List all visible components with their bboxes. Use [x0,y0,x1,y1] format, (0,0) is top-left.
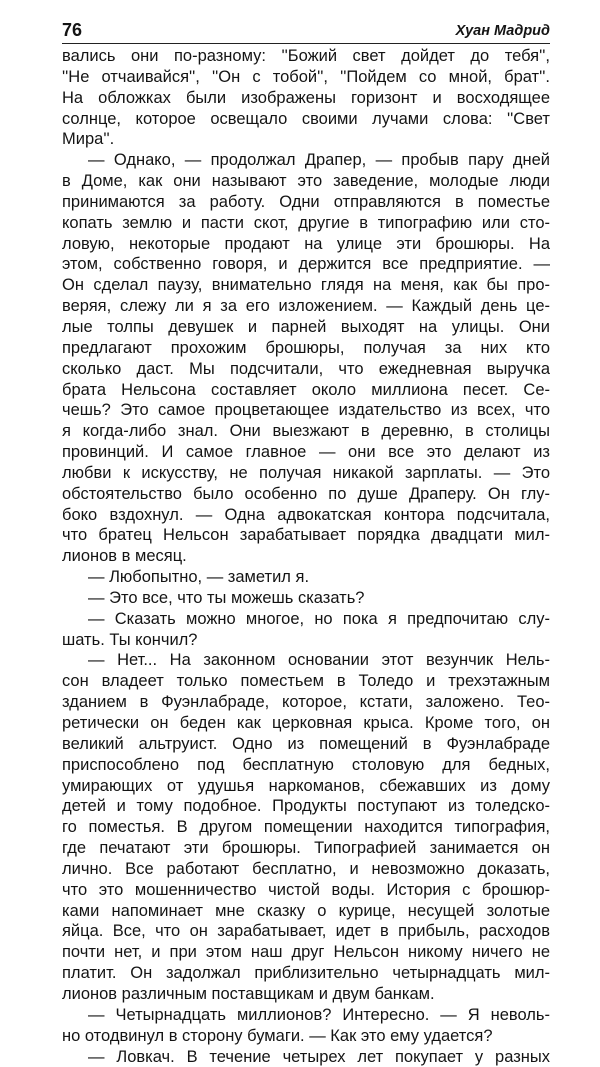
text-line: обстоятельство было особенно по душе Драперу. Он глу- [62,484,550,505]
text-line: — Нет... На законном основании этот везунчик Нель- [62,650,550,671]
text-line: — Любопытно, — заметил я. [62,567,550,588]
text-line: я когда-либо знал. Они выезжают в деревню, в столицы [62,421,550,442]
text-line: сон владеет только поместьем в Толедо и трехэтажным [62,671,550,692]
page-number: 76 [62,18,82,42]
text-line: приспособлено под бесплатную столовую для бедных, [62,755,550,776]
text-line: в Доме, как они называют это заведение, молодые люди [62,171,550,192]
text-line: брата Нельсона составляет около миллиона песет. Се- [62,380,550,401]
text-line: что это мошенничество чистой воды. История с брошюр- [62,880,550,901]
text-line: яйца. Все, что он зарабатывает, идет в прибыль, расходов [62,921,550,942]
text-line: солнце, которое освещало своими лучами слова: ''Свет [62,109,550,130]
page-header [62,18,550,42]
text-line: — Четырнадцать миллионов? Интересно. — Я неволь- [62,1005,550,1026]
text-line: вались они по-разному: ''Божий свет дойдет до тебя'', [62,46,550,67]
text-line: лые толпы девушек и парней выходят на улицы. Они [62,317,550,338]
text-line: ''Не отчаивайся'', ''Он с тобой'', ''Пойдем со мной, брат''. [62,67,550,88]
text-line: ловую, некоторые продают на улице эти брошюры. На [62,234,550,255]
text-line: лионов в месяц. [62,546,550,567]
text-line: предлагают прохожим брошюры, получая за них кто [62,338,550,359]
text-line: что братец Нельсон зарабатывает порядка двадцати мил- [62,525,550,546]
text-line: — Это все, что ты можешь сказать? [62,588,550,609]
text-line: Он сделал паузу, внимательно глядя на меня, как бы про- [62,275,550,296]
text-line: платит. Он задолжал приблизительно четырнадцать мил- [62,963,550,984]
text-line: великий альтруист. Одно из помещений в Фуэнлабраде [62,734,550,755]
text-line: ками напоминает мне сказку о курице, несущей золотые [62,901,550,922]
text-line: но отодвинул в сторону бумаги. — Как это ему удается? [62,1026,550,1047]
text-line: провинций. И самое главное — они все это делают из [62,442,550,463]
text-line: — Сказать можно многое, но пока я предпочитаю слу- [62,609,550,630]
text-line: почти нет, и при этом наш друг Нельсон никому ничего не [62,942,550,963]
text-line: На обложках были изображены горизонт и восходящее [62,88,550,109]
text-line: боко вздохнул. — Одна адвокатская контора подсчитала, [62,505,550,526]
text-line: — Ловкач. В течение четырех лет покупает у разных [62,1047,550,1067]
text-line: ретически он беден как церковная крыса. Кроме того, он [62,713,550,734]
text-line: сколько даст. Мы подсчитали, что ежедневная выручка [62,359,550,380]
text-line: копать землю и пасти скот, другие в типографию или сто- [62,213,550,234]
text-line: умирающих от удушья наркоманов, сбежавших из дому [62,776,550,797]
text-line: чешь? Это самое процветающее издательство из всех, что [62,400,550,421]
text-line: этом, собственно говоря, и держится все предприятие. — [62,254,550,275]
header-rule [62,43,550,44]
text-line: шать. Ты кончил? [62,630,550,651]
running-title: Хуан Мадрид [456,20,550,42]
text-line: любви к искусству, не получая никакой зарплаты. — Это [62,463,550,484]
text-line: где печатают эти брошюры. Типографией занимается он [62,838,550,859]
text-line: лионов различным поставщикам и двум банкам. [62,984,550,1005]
text-line: принимаются за работу. Одни отправляются в поместье [62,192,550,213]
text-line: го поместья. В другом помещении находится типография, [62,817,550,838]
text-line: — Однако, — продолжал Драпер, — пробыв пару дней [62,150,550,171]
body-text [62,46,550,1067]
text-line: детей и тому подобное. Продукты поступают из толедско- [62,796,550,817]
text-line: зданием в Фуэнлабраде, которое, кстати, заложено. Тео- [62,692,550,713]
text-line: Мира''. [62,129,550,150]
text-line: веряя, слежу ли я за его изложением. — Каждый день це- [62,296,550,317]
text-line: лично. Все работают бесплатно, и невозможно доказать, [62,859,550,880]
